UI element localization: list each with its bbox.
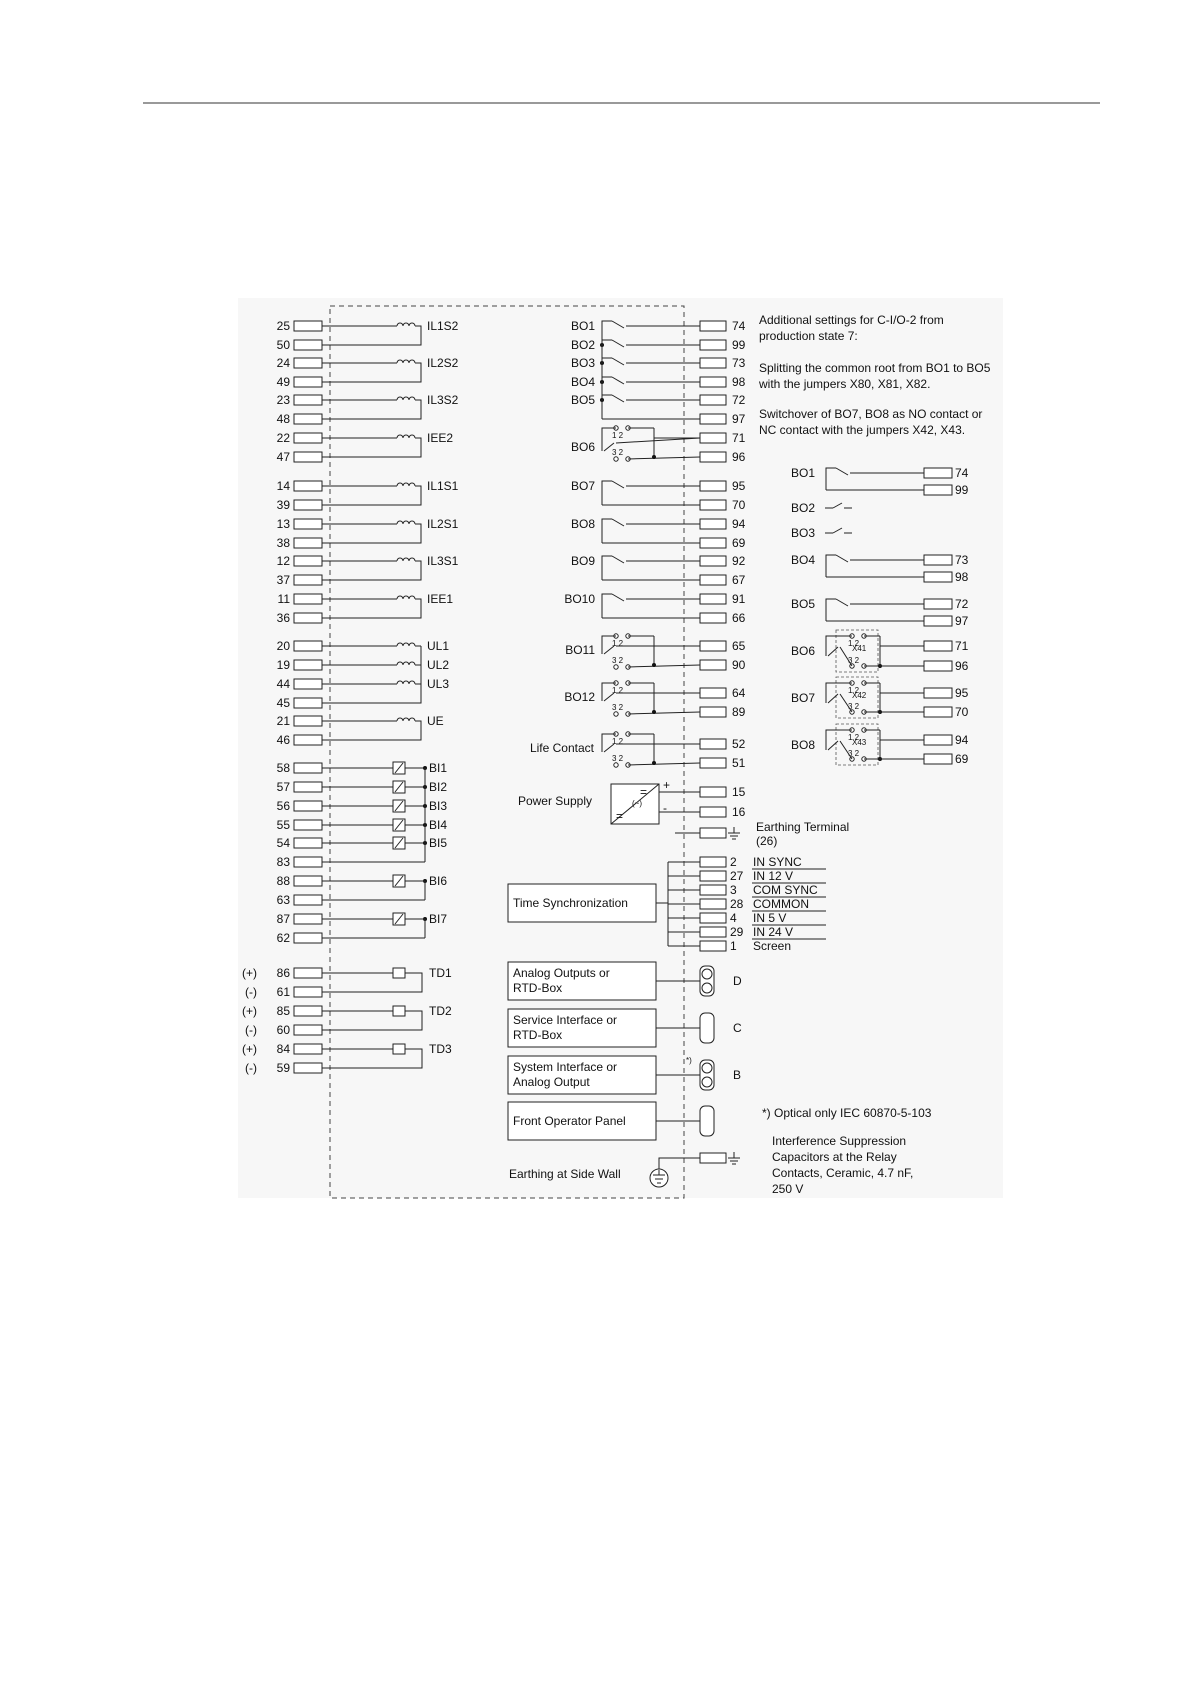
terminal-number: 95 bbox=[732, 479, 746, 493]
polarity-label: (+) bbox=[242, 966, 257, 980]
terminal-number: 61 bbox=[276, 985, 290, 999]
terminal-number: 98 bbox=[732, 375, 746, 389]
terminal-box bbox=[294, 660, 322, 670]
terminal-box bbox=[924, 555, 952, 565]
note-text: Contacts, Ceramic, 4.7 nF, bbox=[772, 1166, 914, 1180]
terminal-number: 19 bbox=[276, 658, 290, 672]
input-label: IEE2 bbox=[427, 431, 454, 445]
terminal-box bbox=[294, 556, 322, 566]
junction-dot bbox=[652, 761, 656, 765]
terminal-number: 69 bbox=[955, 752, 969, 766]
polarity-label: (+) bbox=[242, 1004, 257, 1018]
terminal-box bbox=[700, 927, 726, 937]
note-text: NC contact with the jumpers X42, X43. bbox=[759, 423, 966, 437]
input-label: IL1S1 bbox=[427, 479, 459, 493]
terminal-number: 48 bbox=[276, 412, 290, 426]
terminal-box bbox=[700, 452, 726, 462]
port-letter: B bbox=[733, 1068, 742, 1082]
terminal-number: 49 bbox=[276, 375, 290, 389]
optical-port-icon bbox=[702, 1063, 712, 1073]
terminal-box bbox=[700, 941, 726, 951]
terminal-number: 94 bbox=[955, 733, 969, 747]
terminal-number: 45 bbox=[276, 696, 290, 710]
jumper-label: X41 bbox=[852, 644, 867, 653]
jumper-label: X43 bbox=[852, 738, 867, 747]
relay-label: BO11 bbox=[565, 643, 595, 657]
terminal-number: 28 bbox=[730, 897, 744, 911]
terminal-number: 15 bbox=[732, 785, 746, 799]
terminal-number: 67 bbox=[732, 573, 746, 587]
terminal-number: 23 bbox=[276, 393, 290, 407]
terminal-box bbox=[700, 660, 726, 670]
jumper-pin-label: 1 2 bbox=[848, 686, 860, 695]
terminal-box bbox=[294, 481, 322, 491]
terminal-number: 91 bbox=[732, 592, 746, 606]
terminal-number: 72 bbox=[955, 597, 969, 611]
terminal-number: 87 bbox=[276, 912, 290, 926]
terminal-number: 60 bbox=[276, 1023, 290, 1037]
relay-label: BO6 bbox=[791, 644, 816, 658]
temperature-detector-symbol bbox=[393, 1044, 405, 1054]
terminal-number: 14 bbox=[276, 479, 290, 493]
connector-port bbox=[700, 1013, 714, 1043]
jumper-pin-label: 3 2 bbox=[612, 656, 624, 665]
relay-label: BO3 bbox=[791, 526, 816, 540]
terminal-number: 56 bbox=[276, 799, 290, 813]
terminal-number: 86 bbox=[276, 966, 290, 980]
ac-symbol: (~) bbox=[632, 799, 642, 808]
input-label: UE bbox=[427, 714, 444, 728]
relay-label: BO8 bbox=[570, 517, 595, 531]
terminal-number: 2 bbox=[730, 855, 737, 869]
terminal-box bbox=[700, 538, 726, 548]
minus-sign: - bbox=[663, 801, 667, 815]
note-text: with the jumpers X80, X81, X82. bbox=[759, 377, 931, 391]
input-label: IL1S2 bbox=[427, 319, 459, 333]
interface-label: RTD-Box bbox=[513, 1028, 563, 1042]
terminal-box bbox=[294, 519, 322, 529]
terminal-number: 47 bbox=[276, 450, 290, 464]
terminal-number: 70 bbox=[955, 705, 969, 719]
terminal-number: 59 bbox=[276, 1061, 290, 1075]
jumper-pin-label: 3 2 bbox=[848, 749, 860, 758]
terminal-number: 20 bbox=[276, 639, 290, 653]
interface-label: Front Operator Panel bbox=[513, 1114, 626, 1128]
note-text: Interference Suppression bbox=[772, 1134, 907, 1148]
terminal-number: 98 bbox=[955, 570, 969, 584]
terminal-box bbox=[924, 572, 952, 582]
terminal-box bbox=[294, 820, 322, 830]
note-text: 250 V bbox=[772, 1182, 804, 1196]
terminal-number: 74 bbox=[732, 319, 746, 333]
input-label: UL1 bbox=[427, 639, 450, 653]
terminal-box bbox=[924, 599, 952, 609]
terminal-number: 74 bbox=[955, 466, 969, 480]
terminal-box bbox=[294, 914, 322, 924]
terminal-number: 46 bbox=[276, 733, 290, 747]
optical-mark: *) bbox=[686, 1056, 692, 1065]
note-text: Switchover of BO7, BO8 as NO contact or bbox=[759, 407, 983, 421]
relay-label: Life Contact bbox=[529, 741, 594, 755]
terminal-box bbox=[294, 358, 322, 368]
polarity-label: (+) bbox=[242, 1042, 257, 1056]
terminal-box bbox=[294, 433, 322, 443]
terminal-box bbox=[294, 895, 322, 905]
terminal-number: 38 bbox=[276, 536, 290, 550]
terminal-number: 66 bbox=[732, 611, 746, 625]
jumper-pin bbox=[614, 763, 618, 767]
terminal-box bbox=[294, 876, 322, 886]
junction-dot bbox=[652, 710, 656, 714]
relay-label: BO9 bbox=[570, 554, 595, 568]
terminal-box bbox=[294, 377, 322, 387]
interface-label: Analog Outputs or bbox=[513, 966, 610, 980]
relay-label: BO6 bbox=[570, 440, 595, 454]
jumper-pin-label: 1 2 bbox=[612, 639, 624, 648]
terminal-box bbox=[924, 661, 952, 671]
port-letter: D bbox=[733, 974, 742, 988]
jumper-pin-label: 3 2 bbox=[612, 448, 624, 457]
jumper-pin bbox=[614, 457, 618, 461]
sync-signal-label: IN SYNC bbox=[753, 855, 802, 869]
jumper-pin-label: 1 2 bbox=[848, 733, 860, 742]
terminal-number: 97 bbox=[732, 412, 746, 426]
terminal-number: 52 bbox=[732, 737, 746, 751]
terminal-number: 39 bbox=[276, 498, 290, 512]
jumper-pin-label: 3 2 bbox=[612, 703, 624, 712]
terminal-number: 64 bbox=[732, 686, 746, 700]
temperature-detector-symbol bbox=[393, 968, 405, 978]
jumper-pin-label: 1 2 bbox=[612, 431, 624, 440]
note-text: production state 7: bbox=[759, 329, 858, 343]
terminal-box bbox=[294, 857, 322, 867]
terminal-box bbox=[294, 968, 322, 978]
relay-label: BO2 bbox=[570, 338, 595, 352]
interface-label: RTD-Box bbox=[513, 981, 563, 995]
optical-port-icon bbox=[702, 983, 712, 993]
earthing-terminal-label: Earthing Terminal bbox=[756, 820, 850, 834]
sync-signal-label: IN 12 V bbox=[753, 869, 794, 883]
terminal-number: 21 bbox=[276, 714, 290, 728]
input-label: BI2 bbox=[429, 780, 448, 794]
terminal-box bbox=[700, 414, 726, 424]
note-text: Additional settings for C-I/O-2 from bbox=[759, 313, 944, 327]
terminal-number: 1 bbox=[730, 939, 737, 953]
terminal-box bbox=[294, 594, 322, 604]
terminal-number: 51 bbox=[732, 756, 746, 770]
terminal-box bbox=[294, 340, 322, 350]
jumper-pin bbox=[614, 712, 618, 716]
input-label: TD1 bbox=[429, 966, 452, 980]
terminal-box bbox=[700, 613, 726, 623]
terminal-box bbox=[700, 641, 726, 651]
note-text: *) Optical only IEC 60870-5-103 bbox=[762, 1106, 932, 1120]
terminal-number: 54 bbox=[276, 836, 290, 850]
dc-symbol: = bbox=[616, 809, 624, 823]
terminal-number: 85 bbox=[276, 1004, 290, 1018]
terminal-box bbox=[700, 885, 726, 895]
plus-sign: + bbox=[663, 778, 671, 792]
terminal-box bbox=[294, 613, 322, 623]
jumper-pin bbox=[614, 665, 618, 669]
input-label: UL2 bbox=[427, 658, 450, 672]
terminal-box bbox=[924, 468, 952, 478]
terminal-number: 11 bbox=[277, 592, 290, 606]
terminal-number: 72 bbox=[732, 393, 746, 407]
jumper-pin-label: 3 2 bbox=[612, 754, 624, 763]
relay-label: BO1 bbox=[570, 319, 595, 333]
input-label: UL3 bbox=[427, 677, 450, 691]
terminal-box bbox=[294, 500, 322, 510]
polarity-label: (-) bbox=[245, 985, 257, 999]
port-letter: C bbox=[733, 1021, 742, 1035]
jumper-pin-label: 1 2 bbox=[612, 737, 624, 746]
terminal-box bbox=[294, 414, 322, 424]
sync-signal-label: COMMON bbox=[753, 897, 809, 911]
terminal-box bbox=[294, 452, 322, 462]
relay-label: BO8 bbox=[791, 738, 816, 752]
sync-signal-label: IN 5 V bbox=[753, 911, 787, 925]
input-label: IL2S2 bbox=[427, 356, 459, 370]
input-label: BI5 bbox=[429, 836, 448, 850]
earthing-terminal-number: (26) bbox=[756, 834, 778, 848]
terminal-box bbox=[700, 481, 726, 491]
terminal-number: 24 bbox=[276, 356, 290, 370]
relay-label: BO1 bbox=[791, 466, 816, 480]
terminal-number: 13 bbox=[276, 517, 290, 531]
jumper-pin-label: 3 2 bbox=[848, 656, 860, 665]
terminal-box bbox=[294, 763, 322, 773]
terminal-number: 37 bbox=[276, 573, 290, 587]
terminal-number: 83 bbox=[276, 855, 290, 869]
terminal-number: 94 bbox=[732, 517, 746, 531]
terminal-box bbox=[294, 538, 322, 548]
terminal-number: 70 bbox=[732, 498, 746, 512]
terminal-number: 25 bbox=[276, 319, 290, 333]
connector-port bbox=[700, 1106, 714, 1136]
terminal-box bbox=[700, 758, 726, 768]
jumper-pin-label: 3 2 bbox=[848, 702, 860, 711]
terminal-box bbox=[294, 1006, 322, 1016]
terminal-box bbox=[700, 857, 726, 867]
terminal-number: 95 bbox=[955, 686, 969, 700]
optical-port-icon bbox=[702, 1077, 712, 1087]
terminal-box bbox=[294, 1063, 322, 1073]
input-label: IEE1 bbox=[427, 592, 454, 606]
terminal-box bbox=[700, 1153, 726, 1163]
terminal-number: 29 bbox=[730, 925, 744, 939]
terminal-number: 55 bbox=[276, 818, 290, 832]
terminal-number: 50 bbox=[276, 338, 290, 352]
dc-symbol: = bbox=[640, 785, 648, 799]
input-label: TD3 bbox=[429, 1042, 452, 1056]
terminal-number: 89 bbox=[732, 705, 746, 719]
terminal-number: 27 bbox=[730, 869, 744, 883]
terminal-box bbox=[294, 698, 322, 708]
note-text: Capacitors at the Relay bbox=[772, 1150, 897, 1164]
terminal-box bbox=[294, 801, 322, 811]
junction-dot bbox=[652, 663, 656, 667]
input-label: BI7 bbox=[429, 912, 448, 926]
input-label: BI4 bbox=[429, 818, 448, 832]
terminal-number: 57 bbox=[276, 780, 290, 794]
terminal-box bbox=[700, 688, 726, 698]
terminal-box bbox=[924, 616, 952, 626]
sync-signal-label: IN 24 V bbox=[753, 925, 794, 939]
terminal-box bbox=[700, 575, 726, 585]
time-sync-label: Time Synchronization bbox=[513, 896, 628, 910]
terminal-box bbox=[700, 433, 726, 443]
terminal-box bbox=[700, 377, 726, 387]
terminal-number: 58 bbox=[276, 761, 290, 775]
terminal-box bbox=[294, 395, 322, 405]
terminal-number: 22 bbox=[276, 431, 290, 445]
terminal-box bbox=[294, 1025, 322, 1035]
terminal-box bbox=[924, 688, 952, 698]
terminal-box bbox=[294, 735, 322, 745]
terminal-box bbox=[700, 913, 726, 923]
terminal-number: 44 bbox=[276, 677, 290, 691]
terminal-box bbox=[700, 739, 726, 749]
terminal-number: 36 bbox=[276, 611, 290, 625]
relay-label: BO10 bbox=[564, 592, 595, 606]
terminal-box bbox=[294, 987, 322, 997]
relay-label: BO3 bbox=[570, 356, 595, 370]
polarity-label: (-) bbox=[245, 1023, 257, 1037]
terminal-number: 96 bbox=[732, 450, 746, 464]
jumper-pin-label: 1 2 bbox=[612, 686, 624, 695]
terminal-box bbox=[924, 641, 952, 651]
terminal-box bbox=[924, 754, 952, 764]
terminal-number: 71 bbox=[732, 431, 746, 445]
relay-label: BO2 bbox=[791, 501, 816, 515]
note-text: Splitting the common root from BO1 to BO5 bbox=[759, 361, 991, 375]
terminal-box bbox=[294, 575, 322, 585]
terminal-box bbox=[700, 594, 726, 604]
terminal-number: 84 bbox=[276, 1042, 290, 1056]
jumper-pin-label: 1 2 bbox=[848, 639, 860, 648]
input-label: IL3S1 bbox=[427, 554, 459, 568]
terminal-number: 73 bbox=[955, 553, 969, 567]
terminal-box bbox=[700, 340, 726, 350]
terminal-number: 69 bbox=[732, 536, 746, 550]
relay-label: BO7 bbox=[791, 691, 816, 705]
terminal-number: 71 bbox=[955, 639, 969, 653]
relay-label: BO12 bbox=[564, 690, 595, 704]
terminal-box bbox=[294, 1044, 322, 1054]
relay-label: BO7 bbox=[570, 479, 595, 493]
terminal-number: 12 bbox=[276, 554, 290, 568]
input-label: BI6 bbox=[429, 874, 448, 888]
terminal-number: 97 bbox=[955, 614, 969, 628]
interface-label: Analog Output bbox=[513, 1075, 590, 1089]
interface-label: System Interface or bbox=[513, 1060, 618, 1074]
input-label: TD2 bbox=[429, 1004, 452, 1018]
terminal-box bbox=[700, 899, 726, 909]
terminal-box bbox=[294, 641, 322, 651]
earthing-side-wall-label: Earthing at Side Wall bbox=[509, 1167, 621, 1181]
terminal-box bbox=[700, 321, 726, 331]
relay-label: BO5 bbox=[570, 393, 595, 407]
terminal-box bbox=[700, 556, 726, 566]
terminal-number: 99 bbox=[732, 338, 746, 352]
terminal-number: 73 bbox=[732, 356, 746, 370]
terminal-number: 92 bbox=[732, 554, 746, 568]
input-label: IL2S1 bbox=[427, 517, 459, 531]
terminal-box bbox=[700, 395, 726, 405]
input-label: BI1 bbox=[429, 761, 448, 775]
relay-label: BO4 bbox=[791, 553, 816, 567]
terminal-box bbox=[700, 828, 726, 838]
optical-port-icon bbox=[702, 969, 712, 979]
terminal-number: 4 bbox=[730, 911, 737, 925]
terminal-number: 63 bbox=[276, 893, 290, 907]
junction-dot bbox=[652, 455, 656, 459]
relay-label: BO5 bbox=[791, 597, 816, 611]
relay-label: BO4 bbox=[570, 375, 595, 389]
interface-label: Service Interface or bbox=[513, 1013, 618, 1027]
terminal-number: 96 bbox=[955, 659, 969, 673]
terminal-box bbox=[700, 358, 726, 368]
sync-signal-label: COM SYNC bbox=[753, 883, 818, 897]
terminal-box bbox=[924, 707, 952, 717]
terminal-box bbox=[924, 735, 952, 745]
terminal-number: 90 bbox=[732, 658, 746, 672]
terminal-box bbox=[924, 485, 952, 495]
terminal-box bbox=[294, 838, 322, 848]
input-label: BI3 bbox=[429, 799, 448, 813]
terminal-box bbox=[700, 871, 726, 881]
terminal-box bbox=[700, 519, 726, 529]
terminal-box bbox=[700, 807, 726, 817]
terminal-box bbox=[700, 707, 726, 717]
terminal-box bbox=[700, 787, 726, 797]
temperature-detector-symbol bbox=[393, 1006, 405, 1016]
terminal-box bbox=[294, 782, 322, 792]
polarity-label: (-) bbox=[245, 1061, 257, 1075]
jumper-label: X42 bbox=[852, 691, 867, 700]
terminal-number: 99 bbox=[955, 483, 969, 497]
terminal-number: 62 bbox=[276, 931, 290, 945]
terminal-box bbox=[294, 933, 322, 943]
terminal-box bbox=[294, 716, 322, 726]
terminal-number: 88 bbox=[276, 874, 290, 888]
power-supply-label: Power Supply bbox=[517, 794, 592, 808]
terminal-number: 16 bbox=[732, 805, 746, 819]
terminal-box bbox=[294, 321, 322, 331]
sync-signal-label: Screen bbox=[753, 939, 792, 953]
input-label: IL3S2 bbox=[427, 393, 459, 407]
terminal-box bbox=[294, 679, 322, 689]
terminal-box bbox=[700, 500, 726, 510]
terminal-number: 65 bbox=[732, 639, 746, 653]
terminal-number: 3 bbox=[730, 883, 737, 897]
